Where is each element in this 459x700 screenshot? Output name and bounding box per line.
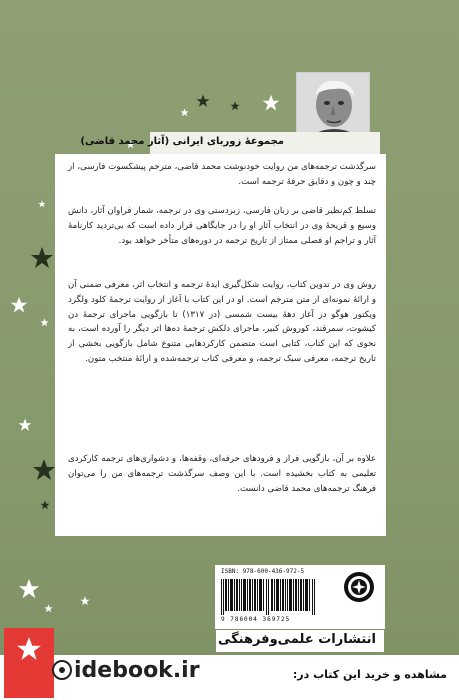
star-icon bbox=[30, 246, 54, 270]
publisher-name-box bbox=[216, 630, 384, 652]
footer-text: مشاهده و خرید این کتاب در: bbox=[292, 668, 447, 681]
star-icon bbox=[40, 318, 49, 327]
star-icon bbox=[196, 94, 210, 108]
star-icon bbox=[230, 101, 240, 111]
star-icon bbox=[32, 458, 56, 482]
blurb-paragraph: روش وی در تدوین کتاب، روایت شکل‌گیری ایدهٔ ترجمه و انتخاب اثر، معرفی ضمنی آن و ارائهٔ نمونه‌ای از متن مترجم است. او در این کتاب با آغاز از روایت ترجمهٔ کلود ولگرد ویکتور هوگو در آغاز دههٔ بیست شمسی (در ۱۳۱۷) تا بازگویی ماجرای ترجمهٔ دن کیشوت، سمرقند، کوروش کبیر، ماجرای دلکش ترجمهٔ ده‌ها اثر دیگر را آورده است، به نحوی که این کتاب، کتابی است متضمن کارکردهایی متنوع شامل بازگویی بخشی از تاریخ ترجمه، معرفی سبک ترجمه، و معرفی کتاب ترجمه‌شده و ارائهٔ منتخب متون. bbox=[68, 280, 376, 364]
isbn-text: ISBN: 978-600-436-972-5 bbox=[221, 568, 305, 575]
star-icon bbox=[180, 108, 189, 117]
publisher-logo-icon bbox=[343, 571, 375, 603]
blurb-paragraph: سرگذشت ترجمه‌های من روایت خودنوشت محمد قاضی، مترجم پیشکسوت فارسی، از چند و چون و دقایق حرفهٔ ترجمه است. bbox=[68, 162, 376, 187]
isbn-box bbox=[215, 565, 385, 629]
red-badge bbox=[4, 628, 54, 698]
blurb-paragraph: تسلط کم‌نظیر قاضی بر زبان فارسی، زبردستی وی در ترجمه، شمار فراوان آثار، دانش وسیع و قریحهٔ وی در انتخاب آثار او را در جایگاهی قرار داده است که بی‌تردید کارنامهٔ آثار و تراجم او فصلی ممتاز از تاریخ ترجمه در دوره‌های متأخر خواهد بود. bbox=[68, 206, 376, 246]
publisher-name: انتشارات علمی‌وفرهنگی bbox=[217, 632, 376, 647]
star-icon bbox=[18, 578, 40, 600]
star-icon bbox=[262, 94, 280, 112]
star-icon bbox=[10, 296, 28, 314]
barcode bbox=[221, 579, 315, 615]
star-icon bbox=[40, 500, 50, 510]
blurb-box bbox=[55, 154, 386, 536]
star-icon bbox=[80, 596, 90, 606]
idebook-logo-icon bbox=[52, 660, 72, 680]
barcode-digits: 9 786004 369725 bbox=[221, 616, 291, 623]
blurb-paragraph: علاوه بر آن، بازگویی فراز و فرودهای حرفه‌ای، وقفه‌ها، و دشواری‌های ترجمه کارکردی تعلیمی به کتاب بخشیده است. با این وصف سرگذشت ترجمه‌های من را می‌توان فرهنگ ترجمه‌های محمد قاضی دانست. bbox=[68, 454, 376, 494]
star-icon bbox=[18, 418, 32, 432]
series-title: مجموعهٔ زوربای ایرانی (آثار محمد قاضی) bbox=[80, 136, 284, 147]
site-name[interactable]: idebook.ir bbox=[74, 658, 200, 683]
star-icon bbox=[44, 604, 53, 613]
star-icon bbox=[16, 636, 42, 662]
series-title-band bbox=[80, 132, 380, 155]
star-icon bbox=[38, 200, 46, 208]
